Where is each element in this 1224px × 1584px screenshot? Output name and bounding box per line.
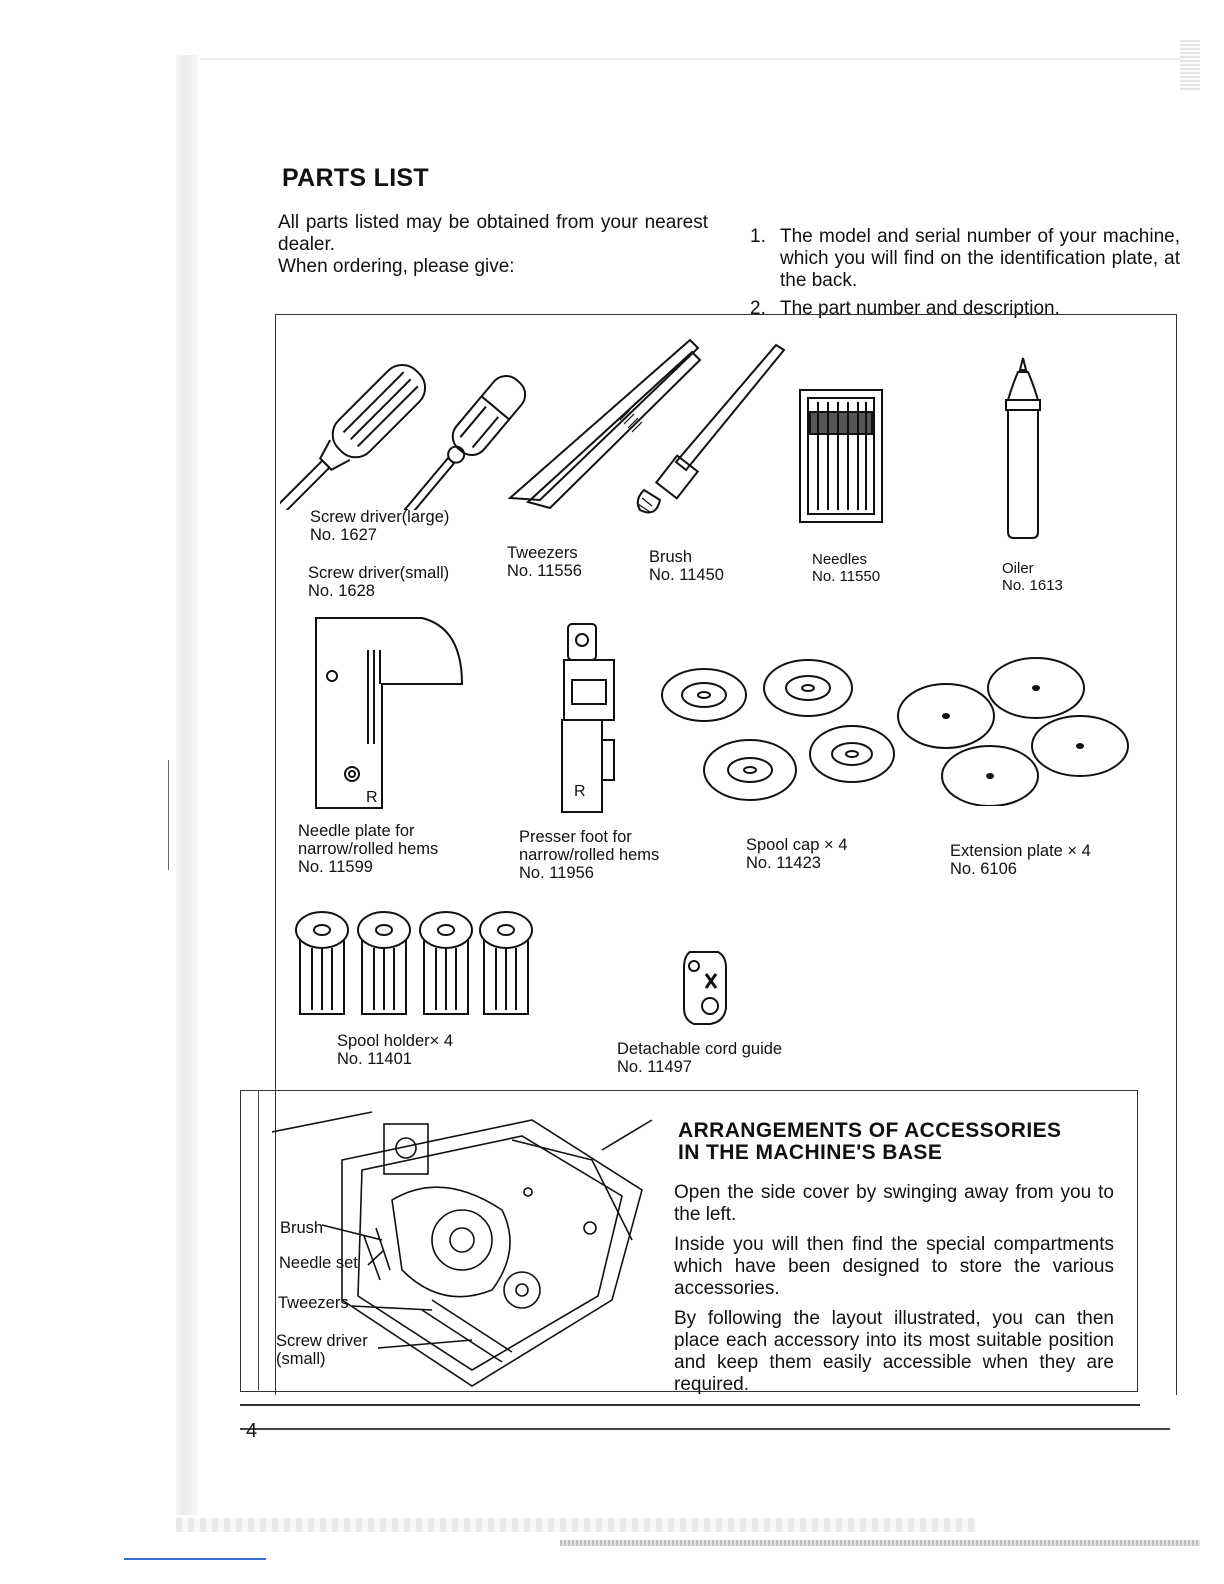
cord-guide-label xyxy=(617,1040,782,1076)
bottom-rule-2 xyxy=(240,1428,1170,1430)
needle-plate-label xyxy=(298,822,438,876)
part-number: No. 11497 xyxy=(617,1058,692,1076)
margin-mark xyxy=(168,760,169,870)
part-name: Screw driver(large) xyxy=(310,508,450,526)
part-name: Spool cap × 4 xyxy=(746,836,848,854)
part-name: Needles xyxy=(812,551,868,568)
part-number: No. 1613 xyxy=(1002,577,1063,594)
callout-screwdriver-line-1: Screw driver xyxy=(276,1332,368,1350)
scan-shadow-top xyxy=(200,58,1180,60)
needle-plate-illustration xyxy=(312,614,468,814)
order-item-number: 1. xyxy=(750,226,766,247)
accessories-paragraph-1: Open the side cover by swinging away from you to the left. xyxy=(674,1182,1114,1225)
callout-screwdriver-line-2: (small) xyxy=(276,1350,326,1368)
accessories-body xyxy=(674,1182,1114,1404)
part-number: No. 11450 xyxy=(649,566,724,584)
callout-needle-set: Needle set xyxy=(279,1254,358,1272)
order-item-number: 2. xyxy=(750,298,766,319)
oiler-label xyxy=(1002,560,1063,594)
part-number: No. 11956 xyxy=(519,864,594,882)
part-name: Spool holder× 4 xyxy=(337,1032,454,1050)
part-name: Tweezers xyxy=(507,544,578,562)
scan-bottom-rule xyxy=(560,1540,1200,1546)
page-title: PARTS LIST xyxy=(282,164,429,192)
part-name: Screw driver(small) xyxy=(308,564,450,582)
tweezers-label xyxy=(507,544,582,580)
page-number: 4 xyxy=(246,1420,258,1442)
accessories-heading xyxy=(678,1120,1118,1164)
needles-illustration xyxy=(796,384,888,526)
intro-line-2: When ordering, please give: xyxy=(278,256,515,277)
presser-foot-label xyxy=(519,828,659,882)
part-name: Extension plate × 4 xyxy=(950,842,1091,860)
svg-text:R: R xyxy=(366,789,378,806)
scan-smudge xyxy=(1180,40,1200,90)
presser-foot-illustration xyxy=(550,620,622,816)
part-number: No. 11599 xyxy=(298,858,373,876)
screwdriver-small-label xyxy=(308,564,449,600)
part-name-line-2: narrow/rolled hems xyxy=(298,840,439,858)
callout-tweezers: Tweezers xyxy=(278,1294,349,1312)
part-number: No. 11556 xyxy=(507,562,582,580)
accessories-paragraph-2: Inside you will then find the special compartments which have been designed to store the various accessories. xyxy=(674,1234,1114,1299)
accessories-paragraph-3: By following the layout illustrated, you can then place each accessory into its most suitable position and keep them easily accessible when they are required. xyxy=(674,1308,1114,1395)
part-number: No. 6106 xyxy=(950,860,1017,878)
part-name: Oiler xyxy=(1002,560,1034,577)
cord-guide-illustration xyxy=(676,948,732,1028)
callout-screwdriver xyxy=(276,1332,368,1368)
svg-text:R: R xyxy=(574,783,586,800)
part-number: No. 1627 xyxy=(310,526,377,544)
extension-plate-illustration xyxy=(894,656,1134,806)
scan-shadow-left xyxy=(176,55,198,1515)
blue-rule xyxy=(124,1558,266,1560)
intro-line-1: All parts listed may be obtained from your nearest dealer. xyxy=(278,212,708,255)
spool-cap-label xyxy=(746,836,847,872)
accessories-heading-line-2: IN THE MACHINE'S BASE xyxy=(678,1141,943,1164)
brush-illustration xyxy=(626,340,796,530)
scan-bleed-through xyxy=(176,1518,976,1532)
order-list-item xyxy=(750,226,1180,292)
intro-text xyxy=(278,212,708,278)
part-name: Brush xyxy=(649,548,693,566)
oiler-illustration xyxy=(998,356,1048,542)
order-item-text: The model and serial number of your machine, which you will find on the identification plate, at the back. xyxy=(780,226,1180,291)
part-name: Presser foot for xyxy=(519,828,632,846)
part-number: No. 11550 xyxy=(812,568,881,585)
part-number: No. 11423 xyxy=(746,854,821,872)
spool-holder-label xyxy=(337,1032,453,1068)
order-item-text: The part number and description. xyxy=(780,298,1060,319)
extension-plate-label xyxy=(950,842,1091,878)
brush-label xyxy=(649,548,724,584)
screwdriver-large-label xyxy=(310,508,449,544)
order-list xyxy=(750,226,1180,326)
part-number: No. 1628 xyxy=(308,582,375,600)
spool-cap-illustration xyxy=(656,650,906,810)
bottom-rule-1 xyxy=(240,1404,1140,1406)
part-name-line-2: narrow/rolled hems xyxy=(519,846,660,864)
part-number: No. 11401 xyxy=(337,1050,412,1068)
callout-brush: Brush xyxy=(280,1219,324,1237)
needles-label xyxy=(812,551,880,585)
part-name: Detachable cord guide xyxy=(617,1040,783,1058)
spool-holder-illustration xyxy=(292,904,542,1024)
accessories-heading-line-1: ARRANGEMENTS OF ACCESSORIES xyxy=(678,1119,1062,1142)
part-name: Needle plate for xyxy=(298,822,415,840)
